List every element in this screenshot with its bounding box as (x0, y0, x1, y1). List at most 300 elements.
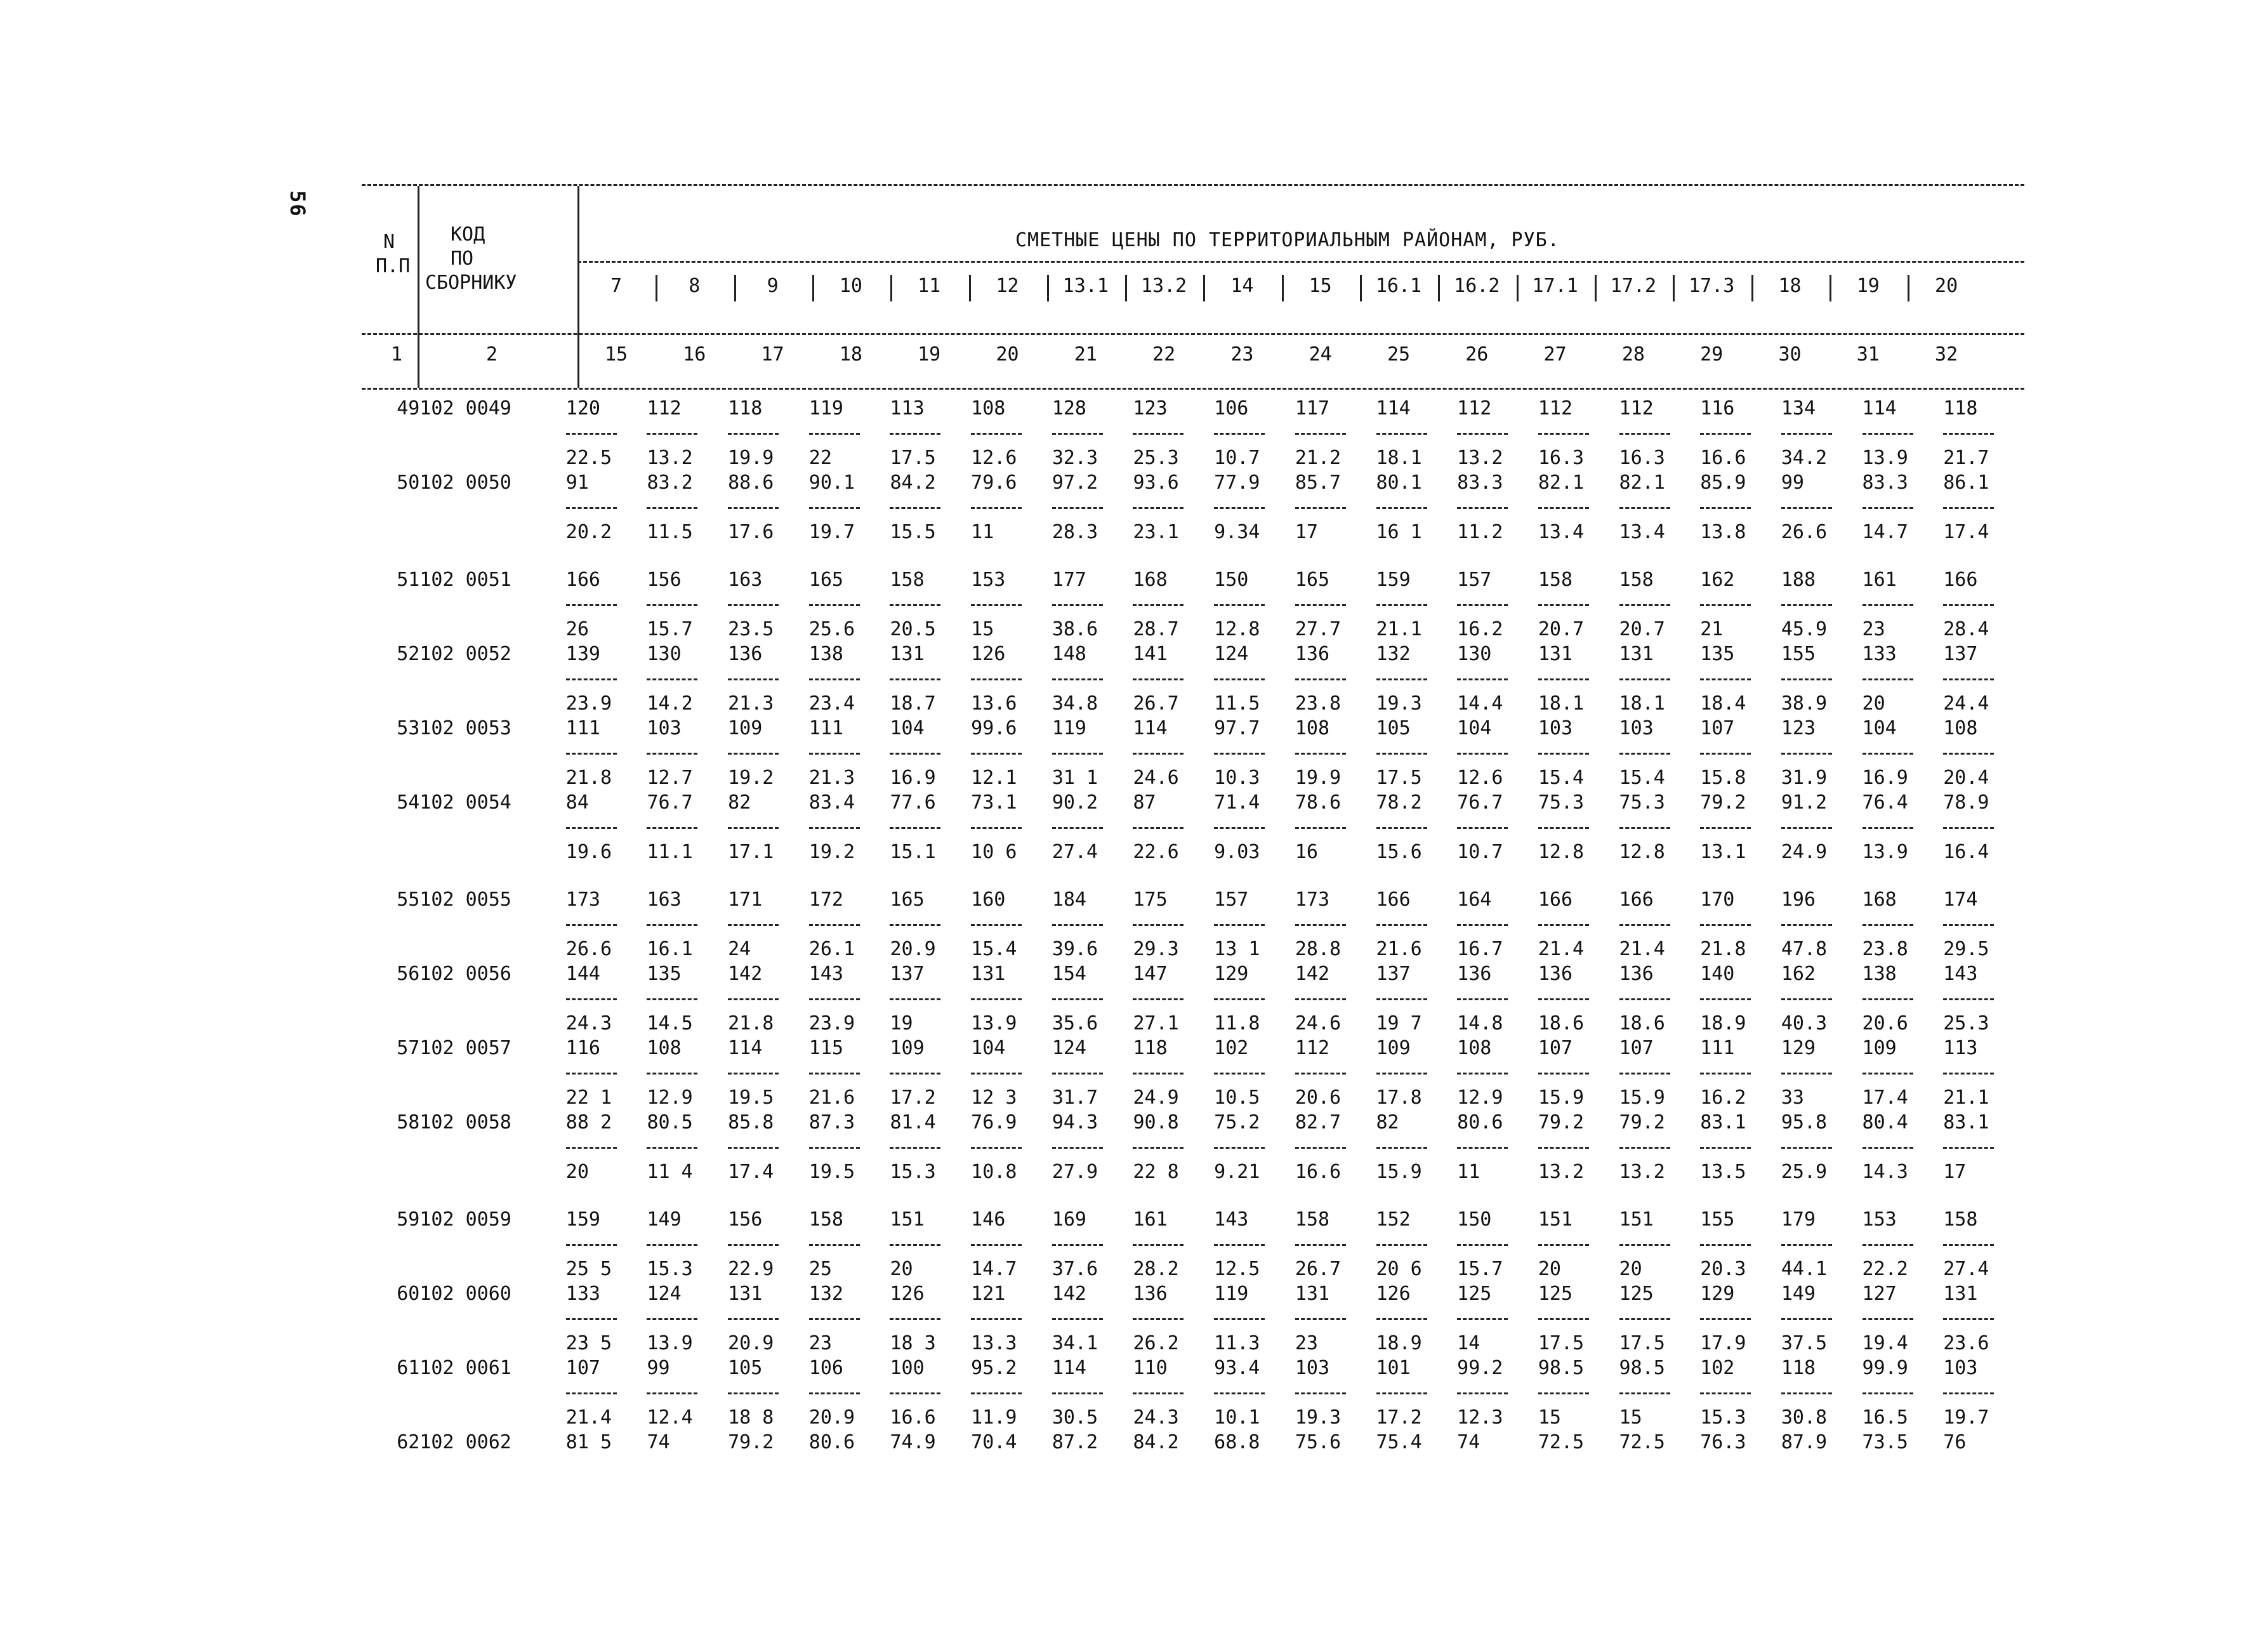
region-header-7: 13.1 (1062, 275, 1109, 297)
dash-mark (1295, 1244, 1346, 1246)
price-cell: 31.9 (1781, 767, 1828, 789)
fraction-line (1214, 666, 1295, 691)
price-cell: 87.3 (808, 1111, 855, 1134)
price-cell: 136 (1538, 963, 1573, 985)
dash-mark (1943, 433, 1994, 435)
price-cell: 165 (1295, 569, 1330, 591)
price-cell: 19.2 (728, 767, 774, 789)
price-cell: 25 (808, 1258, 832, 1280)
fraction-line (1376, 1135, 1458, 1160)
price-cell: 25 5 (565, 1258, 612, 1280)
dash-mark (1700, 604, 1751, 606)
price-cell: 87.2 (1052, 1431, 1098, 1453)
dash-mark (1295, 507, 1346, 509)
table-row (362, 1011, 2024, 1036)
row-code (419, 617, 565, 642)
row-code (419, 1085, 565, 1110)
price-cell: 21.2 (1295, 447, 1342, 469)
price-cell: 196 (1781, 889, 1816, 911)
price-cell: 17.2 (890, 1087, 936, 1109)
dash-mark (809, 1244, 860, 1246)
row-code: 102 0057 (419, 1037, 511, 1059)
price-cell: 118 (1133, 1037, 1168, 1059)
fraction-line (566, 592, 647, 617)
price-cell: 9.34 (1214, 521, 1260, 543)
price-cell: 20.9 (728, 1332, 774, 1354)
price-cell: 132 (808, 1283, 843, 1305)
price-cell: 116 (1700, 397, 1735, 420)
column-separator (1282, 275, 1284, 301)
fraction-line-row (362, 666, 2024, 691)
fraction-line (1295, 592, 1376, 617)
dash-mark (1538, 924, 1589, 926)
index-cell-17: 29 (1700, 343, 1724, 366)
dash-mark (1943, 604, 1994, 606)
fraction-line (1295, 912, 1376, 937)
dash-mark (1700, 753, 1751, 755)
price-cell: 13.2 (1619, 1161, 1665, 1183)
price-cell: 116 (565, 1037, 600, 1059)
price-cell: 20.9 (808, 1406, 855, 1429)
price-cell: 114 (728, 1037, 763, 1059)
price-cell: 125 (1538, 1283, 1573, 1305)
fraction-line (1943, 1232, 2024, 1257)
nn-header-line: П.П (376, 255, 411, 277)
price-cell: 13.4 (1619, 521, 1665, 543)
dash-mark (971, 1318, 1022, 1320)
header-mid-rule (362, 333, 2024, 335)
price-cell: 114 (1376, 397, 1411, 420)
price-cell: 26.7 (1133, 692, 1179, 715)
fraction-line (647, 1306, 728, 1331)
price-cell: 70.4 (971, 1431, 1017, 1453)
price-cell: 106 (808, 1357, 843, 1379)
group-gap (362, 545, 2024, 567)
index-cell-11: 23 (1230, 343, 1254, 366)
fraction-line (1052, 1306, 1133, 1331)
index-cell-4: 16 (683, 343, 706, 366)
table-row (362, 1036, 2024, 1061)
fraction-line (1538, 1306, 1619, 1331)
price-cell: 98.5 (1538, 1357, 1585, 1379)
price-cell: 104 (890, 717, 925, 739)
dash-mark (1863, 507, 1913, 509)
fraction-line (728, 666, 809, 691)
dash-mark (1376, 678, 1427, 680)
price-cell: 173 (1295, 889, 1330, 911)
fraction-line (647, 986, 728, 1011)
price-cell: 179 (1781, 1208, 1816, 1231)
price-cell: 16 1 (1376, 521, 1422, 543)
price-cell: 18.7 (890, 692, 936, 715)
table-row (362, 691, 2024, 716)
price-cell: 11 (971, 521, 994, 543)
dash-mark (566, 678, 617, 680)
index-cell-14: 26 (1465, 343, 1489, 366)
price-cell: 163 (647, 889, 682, 911)
price-cell: 78.9 (1943, 791, 1989, 814)
fraction-line (890, 1380, 971, 1405)
dash-mark (1214, 998, 1265, 1000)
price-cell: 12.5 (1214, 1258, 1260, 1280)
dash-mark (809, 507, 860, 509)
price-cell: 15.3 (1700, 1406, 1746, 1429)
nn-cell (362, 421, 419, 446)
fraction-line (566, 1306, 647, 1331)
dash-mark (1863, 924, 1913, 926)
region-header-2: 8 (689, 275, 701, 297)
dash-mark (1295, 678, 1346, 680)
price-cell: 106 (1214, 397, 1249, 420)
price-cell: 30.5 (1052, 1406, 1098, 1429)
price-cell: 129 (1214, 963, 1249, 985)
price-cell: 130 (1457, 643, 1492, 665)
table-row (362, 937, 2024, 962)
fraction-line (1538, 815, 1619, 840)
dash-mark (1781, 1392, 1832, 1394)
column-separator (969, 275, 971, 301)
price-cell: 16.5 (1862, 1406, 1908, 1429)
fraction-line (1052, 1061, 1133, 1085)
price-cell: 23.4 (808, 692, 855, 715)
table-row (362, 567, 2024, 592)
dash-mark (1619, 1147, 1670, 1149)
column-separator (1047, 275, 1049, 301)
price-cell: 158 (1538, 569, 1573, 591)
column-separator (1517, 275, 1519, 301)
price-cell: 144 (565, 963, 600, 985)
price-cell: 11.9 (971, 1406, 1017, 1429)
price-cell: 111 (565, 717, 600, 739)
price-cell: 9.21 (1214, 1161, 1260, 1183)
dash-mark (566, 753, 617, 755)
price-cell: 15.9 (1538, 1087, 1585, 1109)
price-cell: 72.5 (1619, 1431, 1665, 1453)
price-cell: 19.9 (728, 447, 774, 469)
price-cell: 124 (1214, 643, 1249, 665)
price-cell: 73.1 (971, 791, 1017, 814)
dash-mark (1133, 753, 1183, 755)
dash-mark (971, 433, 1022, 435)
dash-mark (890, 1392, 940, 1394)
price-cell: 175 (1133, 889, 1168, 911)
price-cell: 23 (1862, 618, 1885, 640)
fraction-line (1133, 1061, 1214, 1085)
dash-mark (1943, 1073, 1994, 1074)
row-number: 54 (397, 791, 420, 814)
region-header-18: 20 (1935, 275, 1958, 297)
row-number: 55 (397, 889, 420, 911)
price-cell: 18 8 (728, 1406, 774, 1429)
price-cell: 13.1 (1700, 841, 1746, 863)
dash-mark (1781, 998, 1832, 1000)
fraction-line (1943, 815, 2024, 840)
dash-mark (647, 433, 697, 435)
price-cell: 10.5 (1214, 1087, 1260, 1109)
dash-mark (1619, 678, 1670, 680)
dash-mark (1863, 827, 1913, 829)
row-code (419, 1011, 565, 1036)
dash-mark (1538, 1244, 1589, 1246)
dash-mark (1538, 1318, 1589, 1320)
column-separator (1438, 275, 1440, 301)
price-cell: 131 (728, 1283, 763, 1305)
fraction-line (728, 1306, 809, 1331)
fraction-line (971, 1380, 1052, 1405)
fraction-line (1700, 912, 1781, 937)
fraction-line (1619, 1380, 1701, 1405)
row-number (362, 937, 419, 962)
dash-mark (566, 433, 617, 435)
dash-mark (566, 827, 617, 829)
fraction-line (1133, 912, 1214, 937)
price-cell: 95.8 (1781, 1111, 1828, 1134)
code-cell (419, 1306, 565, 1331)
region-header-row (577, 275, 2024, 313)
fraction-line (1781, 912, 1863, 937)
dash-mark (1619, 507, 1670, 509)
price-cell: 12.8 (1619, 841, 1665, 863)
fraction-line-row (362, 495, 2024, 520)
table-row (362, 887, 2024, 912)
price-cell: 12.9 (647, 1087, 693, 1109)
region-header-9: 14 (1230, 275, 1254, 297)
fraction-line (1619, 592, 1701, 617)
dash-mark (1214, 1318, 1265, 1320)
price-cell: 112 (1295, 1037, 1330, 1059)
fraction-line (1619, 912, 1701, 937)
price-cell: 136 (728, 643, 763, 665)
price-cell: 21.6 (808, 1087, 855, 1109)
region-header-8: 13.2 (1140, 275, 1187, 297)
fraction-line (1700, 666, 1781, 691)
dash-mark (1619, 827, 1670, 829)
fraction-line (566, 1135, 647, 1160)
price-cell: 104 (1457, 717, 1492, 739)
dash-mark (890, 1073, 940, 1074)
dash-mark (890, 1318, 940, 1320)
fraction-line (809, 741, 890, 765)
price-cell: 19.3 (1376, 692, 1422, 715)
price-cell: 82.1 (1538, 472, 1585, 494)
price-cell: 14.4 (1457, 692, 1503, 715)
fraction-line (1781, 1306, 1863, 1331)
price-cell: 79.2 (1619, 1111, 1665, 1134)
dash-mark (890, 753, 940, 755)
price-cell: 128 (1052, 397, 1086, 420)
fraction-line (1052, 986, 1133, 1011)
price-cell: 34.8 (1052, 692, 1098, 715)
price-cell: 91 (565, 472, 589, 494)
dash-mark (1214, 604, 1265, 606)
fraction-line (1863, 1306, 1944, 1331)
price-cell: 126 (890, 1283, 925, 1305)
fraction-line (1943, 986, 2024, 1011)
table-row (362, 1281, 2024, 1306)
price-cell: 17.5 (1376, 767, 1422, 789)
fraction-line (1863, 666, 1944, 691)
price-cell: 83.3 (1457, 472, 1503, 494)
fraction-line (1781, 1232, 1863, 1257)
fraction-line (1214, 421, 1295, 446)
dash-mark (890, 1147, 940, 1149)
fraction-line (971, 741, 1052, 765)
price-cell: 158 (890, 569, 925, 591)
row-code (419, 1405, 565, 1430)
price-cell: 131 (1943, 1283, 1978, 1305)
price-cell: 88.6 (728, 472, 774, 494)
fraction-line (728, 815, 809, 840)
dash-mark (1295, 753, 1346, 755)
fraction-line (566, 495, 647, 520)
dash-mark (1376, 998, 1427, 1000)
price-cell: 26.6 (565, 938, 612, 960)
price-cell: 155 (1700, 1208, 1735, 1231)
price-cell: 17.8 (1376, 1087, 1422, 1109)
price-cell: 142 (1052, 1283, 1086, 1305)
price-cell: 84.2 (1133, 1431, 1179, 1453)
fraction-line (809, 592, 890, 617)
price-cell: 20 (1538, 1258, 1561, 1280)
fraction-line (1619, 986, 1701, 1011)
price-cell: 153 (1862, 1208, 1897, 1231)
nn-cell (362, 912, 419, 937)
dash-mark (1295, 433, 1346, 435)
price-cell: 107 (1538, 1037, 1573, 1059)
price-cell: 27.9 (1052, 1161, 1098, 1183)
price-cell: 123 (1133, 397, 1168, 420)
dash-mark (1295, 1318, 1346, 1320)
price-cell: 73.5 (1862, 1431, 1908, 1453)
dash-mark (1214, 753, 1265, 755)
price-cell: 74 (1457, 1431, 1480, 1453)
fraction-line (1781, 495, 1863, 520)
dash-mark (1700, 1318, 1751, 1320)
index-cell-1: 1 (390, 343, 403, 366)
fraction-line (1214, 1306, 1295, 1331)
dash-mark (1781, 507, 1832, 509)
price-cell: 20.6 (1295, 1087, 1342, 1109)
dash-mark (1457, 1073, 1508, 1074)
price-cell: 47.8 (1781, 938, 1828, 960)
fraction-line (1052, 495, 1133, 520)
row-number (362, 520, 419, 545)
price-cell: 166 (1376, 889, 1411, 911)
price-cell: 80.5 (647, 1111, 693, 1134)
dash-mark (728, 1147, 779, 1149)
price-cell: 165 (808, 569, 843, 591)
dash-mark (1376, 507, 1427, 509)
fraction-line (566, 1232, 647, 1257)
price-cell: 85.7 (1295, 472, 1342, 494)
price-cell: 102 (1700, 1357, 1735, 1379)
row-code: 102 0054 (419, 791, 511, 814)
price-cell: 165 (890, 889, 925, 911)
fraction-line (566, 912, 647, 937)
price-cell: 75.6 (1295, 1431, 1342, 1453)
fraction-line (1052, 912, 1133, 937)
price-cell: 28.4 (1943, 618, 1989, 640)
dash-mark (1052, 433, 1103, 435)
dash-mark (1619, 753, 1670, 755)
dash-mark (1052, 998, 1103, 1000)
dash-mark (1295, 827, 1346, 829)
fraction-line (1781, 421, 1863, 446)
price-cell: 125 (1457, 1283, 1492, 1305)
fraction-line (647, 592, 728, 617)
price-cell: 131 (890, 643, 925, 665)
row-code (419, 691, 565, 716)
fraction-line (1214, 1135, 1295, 1160)
fraction-line (1214, 912, 1295, 937)
dash-mark (647, 678, 697, 680)
fraction-line (890, 741, 971, 765)
group-title: СМЕТНЫЕ ЦЕНЫ ПО ТЕРРИТОРИАЛЬНЫМ РАЙОНАМ, РУБ. (1015, 229, 1560, 251)
dash-mark (566, 1147, 617, 1149)
price-cell: 126 (1376, 1283, 1411, 1305)
price-cell: 95.2 (971, 1357, 1017, 1379)
price-cell: 151 (1538, 1208, 1573, 1231)
fraction-line (1295, 1232, 1376, 1257)
dash-mark (971, 827, 1022, 829)
price-cell: 12.9 (1457, 1087, 1503, 1109)
price-cell: 21.1 (1943, 1087, 1989, 1109)
fraction-line-row (362, 815, 2024, 840)
fraction-line (1538, 741, 1619, 765)
price-cell: 26.2 (1133, 1332, 1179, 1354)
dash-mark (971, 998, 1022, 1000)
price-cell: 26.6 (1781, 521, 1828, 543)
dash-mark (728, 1073, 779, 1074)
dash-mark (1295, 924, 1346, 926)
dash-mark (1863, 753, 1913, 755)
fraction-line (1619, 815, 1701, 840)
page-number: 56 (286, 190, 310, 218)
dash-mark (1863, 1147, 1913, 1149)
price-cell: 80.6 (808, 1431, 855, 1453)
column-separator (812, 275, 814, 301)
fraction-line (1295, 986, 1376, 1011)
fraction-line (1052, 741, 1133, 765)
price-cell: 28.7 (1133, 618, 1179, 640)
fraction-line (1619, 1061, 1701, 1085)
price-cell: 75.3 (1619, 791, 1665, 814)
price-cell: 18.9 (1700, 1012, 1746, 1035)
price-cell: 151 (890, 1208, 925, 1231)
price-cell: 22.9 (728, 1258, 774, 1280)
price-cell: 25.6 (808, 618, 855, 640)
price-cell: 105 (1376, 717, 1411, 739)
fraction-line (1700, 1061, 1781, 1085)
price-cell: 101 (1376, 1357, 1411, 1379)
fraction-line (1376, 1232, 1458, 1257)
nn-cell (362, 1135, 419, 1160)
table-header (362, 186, 2024, 388)
fraction-line (1376, 1061, 1458, 1085)
row-number (362, 1160, 419, 1184)
fraction-line (1214, 592, 1295, 617)
fraction-line (1052, 421, 1133, 446)
price-cell: 78.6 (1295, 791, 1342, 814)
price-cell: 99 (647, 1357, 670, 1379)
price-cell: 135 (1700, 643, 1735, 665)
dash-mark (1538, 998, 1589, 1000)
price-cell: 20.7 (1619, 618, 1665, 640)
dash-mark (1781, 827, 1832, 829)
fraction-line (1052, 1135, 1133, 1160)
dash-mark (1052, 507, 1103, 509)
dash-mark (1619, 433, 1670, 435)
